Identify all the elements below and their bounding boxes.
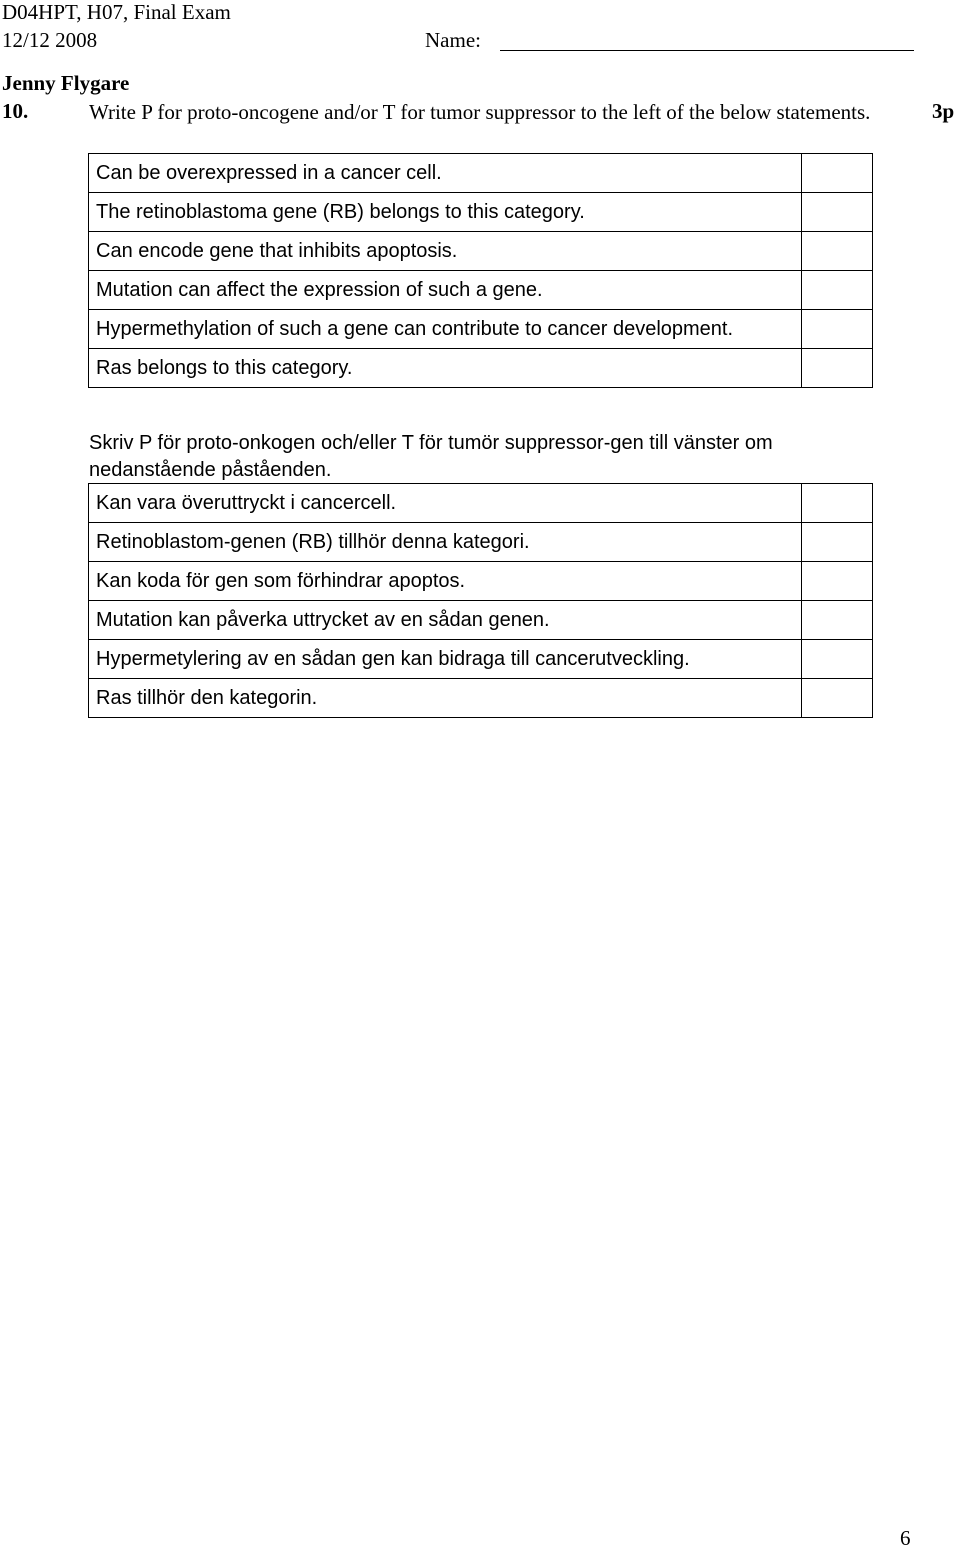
question-number: 10. <box>2 99 29 123</box>
answer-box[interactable] <box>802 310 873 349</box>
answer-box[interactable] <box>802 232 873 271</box>
statement-text: Retinoblastom-genen (RB) tillhör denna kategori. <box>89 523 802 562</box>
statement-text: Mutation kan påverka uttrycket av en sådan genen. <box>89 601 802 640</box>
swedish-statements-table <box>88 483 873 718</box>
question-points: 3p <box>932 99 955 123</box>
statement-text: Hypermethylation of such a gene can contribute to cancer development. <box>89 310 802 349</box>
answer-box[interactable] <box>802 640 873 679</box>
question-text: Write P for proto-oncogene and/or T for tumor suppressor to the left of the below statements. <box>89 100 871 124</box>
table-row <box>89 232 873 271</box>
answer-box[interactable] <box>802 562 873 601</box>
swedish-instructions: Skriv P för proto-onkogen och/eller T för tumör suppressor-gen till vänster om nedanstående påståenden. <box>89 432 773 481</box>
table-row <box>89 154 873 193</box>
table-row <box>89 679 873 718</box>
page-number: 6 <box>900 1526 911 1550</box>
answer-box[interactable] <box>802 523 873 562</box>
course-title: D04HPT, H07, Final Exam <box>2 0 231 24</box>
statement-text: Mutation can affect the expression of such a gene. <box>89 271 802 310</box>
exam-date: 12/12 2008 <box>2 28 98 52</box>
statement-text: Kan vara överuttryckt i cancercell. <box>89 484 802 523</box>
table-row <box>89 562 873 601</box>
statement-text: Hypermetylering av en sådan gen kan bidraga till cancerutveckling. <box>89 640 802 679</box>
table-row <box>89 271 873 310</box>
student-name: Jenny Flygare <box>2 71 130 95</box>
name-label: Name: <box>425 28 481 52</box>
statement-text: Can be overexpressed in a cancer cell. <box>89 154 802 193</box>
answer-box[interactable] <box>802 484 873 523</box>
statement-text: Can encode gene that inhibits apoptosis. <box>89 232 802 271</box>
table-row <box>89 640 873 679</box>
statement-text: Kan koda för gen som förhindrar apoptos. <box>89 562 802 601</box>
table-row <box>89 523 873 562</box>
answer-box[interactable] <box>802 154 873 193</box>
statement-text: Ras tillhör den kategorin. <box>89 679 802 718</box>
name-answer-line[interactable] <box>500 50 914 51</box>
statement-text: Ras belongs to this category. <box>89 349 802 388</box>
answer-box[interactable] <box>802 349 873 388</box>
statement-text: The retinoblastoma gene (RB) belongs to this category. <box>89 193 802 232</box>
answer-box[interactable] <box>802 679 873 718</box>
english-statements-table <box>88 153 873 388</box>
table-row <box>89 484 873 523</box>
table-row <box>89 601 873 640</box>
answer-box[interactable] <box>802 193 873 232</box>
table-row <box>89 349 873 388</box>
answer-box[interactable] <box>802 271 873 310</box>
table-row <box>89 310 873 349</box>
table-row <box>89 193 873 232</box>
answer-box[interactable] <box>802 601 873 640</box>
